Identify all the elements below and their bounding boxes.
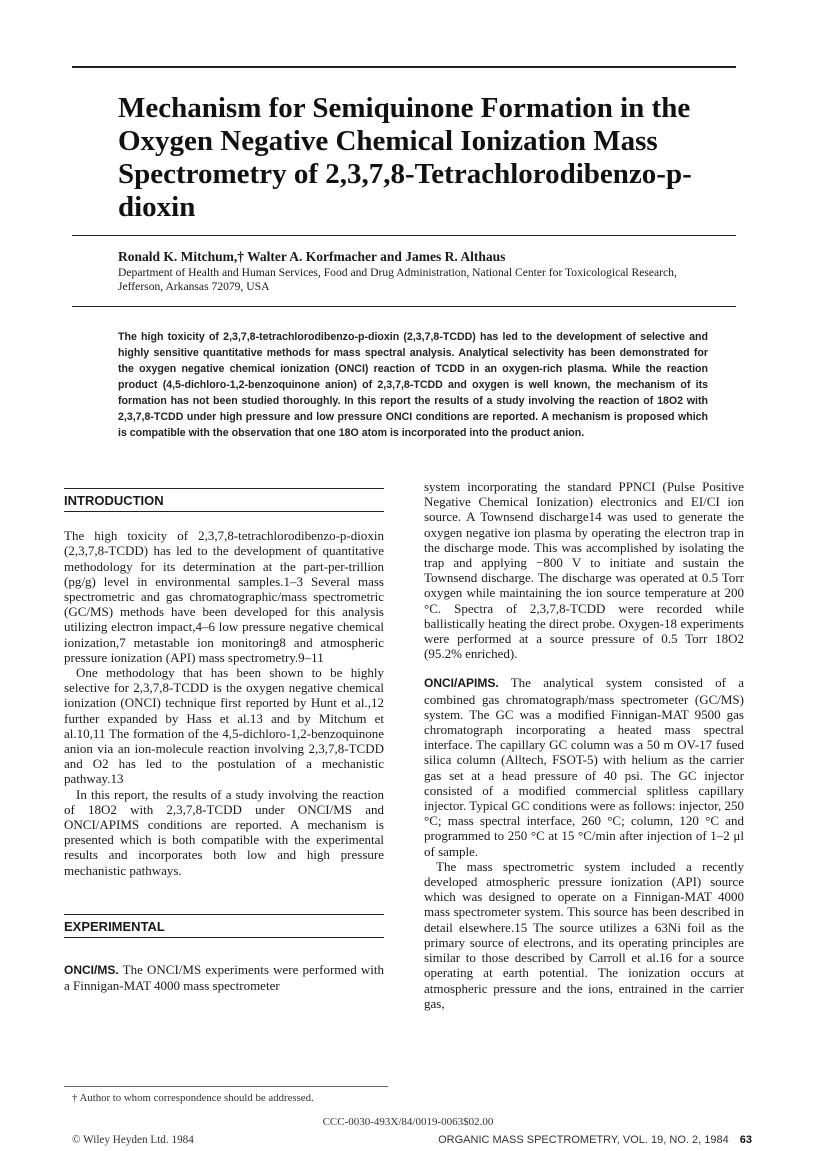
intro-paragraph-3: In this report, the results of a study involving the reaction of 18O2 with 2,3,7,8-TCDD under ONCI/MS and ONCI/APIMS conditions are reported. A mechanism is presented which is both compatible with the experimental results and incorporates both low and high pressure mechanistic pathways. (64, 786, 384, 878)
intro-paragraph-2: One methodology that has been shown to be highly selective for 2,3,7,8-TCDD is the oxygen negative chemical ionization (ONCI) technique first reported by Hunt et al.,12 further expanded by Hass et al.13 and by Mitchum et al.10,11 The formation of the 4,5-dichloro-1,2-benzoquinone anion via an ion-molecule reaction involving 2,3,7,8-TCDD and O2 has led to the postulation of a mechanistic pathway.13 (64, 665, 384, 787)
oncims-text: The ONCI/MS experiments were performed with a Finnigan-MAT 4000 mass spectrometer (64, 962, 384, 994)
article-code: CCC-0030-493X/84/0019-0063$02.00 (322, 1116, 494, 1128)
apims-text: The analytical system consisted of a combined gas chromatograph/mass spectrometer (GC/MS) system. The GC was a modified Finnigan-MAT 9500 gas chromatograph incorporating a heated mass spectral interface. The capillary GC column was a 50 m OV-17 fused silica column (Alltech, FSOT-5) with helium as the carrier gas set at a head pressure of 40 psi. The GC injector consisted of a modified commercial splitless capillary injector. Typical GC conditions were as follows: injector, 250 °C; mass spectral interface, 260 °C; column, 120 °C and programmed to 250 °C at 15 °C/min after injection of 1–2 μl of sample. (424, 675, 744, 859)
journal-footer (438, 1134, 752, 1146)
left-column (64, 488, 384, 993)
abstract: The high toxicity of 2,3,7,8-tetrachlorodibenzo-p-dioxin (2,3,7,8-TCDD) has led to the development of selective and highly sensitive quantitative methods for mass spectral analysis. Analytical selectivity has been demonstrated for the oxygen negative chemical ionization (ONCI) reaction of TCDD in an oxygen-rich plasma. While the reaction product (4,5-dichloro-1,2-benzoquinone anion) of 2,3,7,8-TCDD and oxygen is well known, the mechanism of its formation has not been studied thoroughly. In this report the results of a study involving the reaction of 18O2 with 2,3,7,8-TCDD under high pressure and low pressure ONCI conditions are reported. A mechanism is proposed which is compatible with the observation that one 18O atom is incorporated into the product anion. (118, 331, 708, 439)
affiliation-rule (72, 306, 736, 307)
article-title: Mechanism for Semiquinone Formation in the Oxygen Negative Chemical Ionization Mass Spectrometry of 2,3,7,8-Tetrachlorodibenzo-p-dioxin (118, 92, 692, 223)
page-number: 63 (739, 1134, 752, 1146)
footnote-rule (64, 1086, 388, 1087)
right-column (424, 479, 744, 1011)
oncims-paragraph (64, 962, 384, 993)
section-rule (64, 511, 384, 512)
journal-citation: ORGANIC MASS SPECTROMETRY, VOL. 19, NO. 2, 1984 (438, 1134, 729, 1146)
section-rule (64, 488, 384, 489)
copyright: © Wiley Heyden Ltd. 1984 (72, 1134, 194, 1146)
section-heading-introduction: INTRODUCTION (64, 493, 164, 508)
right-paragraph-3: The mass spectrometric system included a recently developed atmospheric pressure ionization (API) source which was designed to operate on a Finnigan-MAT 4000 mass spectrometer system. This source has been described in detail elsewhere.15 The source utilizes a 63Ni foil as the primary source of electrons, and its operating principles are similar to those described by Carroll et al.16 for a source operating at earth potential. The ionization occurs at atmospheric pressure and the ions, entrained in the carrier gas, (424, 858, 744, 1011)
section-rule (64, 937, 384, 938)
section-heading-experimental: EXPERIMENTAL (64, 918, 165, 934)
title-rule (72, 235, 736, 236)
apims-paragraph (424, 675, 744, 858)
section-rule (64, 914, 384, 915)
top-rule (72, 66, 736, 68)
footnote: † Author to whom correspondence should be addressed. (72, 1092, 314, 1104)
affiliation: Department of Health and Human Services, Food and Drug Administration, National Center for Toxicological Research, Jefferson, Arkansas 72079, USA (118, 266, 677, 293)
intro-paragraph-1: The high toxicity of 2,3,7,8-tetrachlorodibenzo-p-dioxin (2,3,7,8-TCDD) has led to the development of quantitative methodology for its determination at the part-per-trillion (pg/g) level in environmental samples.1–3 Several mass spectrometric and gas chromatographic/mass spectrometric (GC/MS) methods have been developed for this analysis utilizing electron impact,4–6 low pressure negative chemical ionization,7 metastable ion monitoring8 and atmospheric pressure ionization (API) mass spectrometry.9–11 (64, 528, 384, 665)
oncims-heading: ONCI/MS. (64, 963, 119, 978)
right-paragraph-1: system incorporating the standard PPNCI (Pulse Positive Negative Chemical Ionization) electronics and EI/CI ion source. A Townsend discharge14 was used to generate the oxygen negative ion plasma by operating the electron trap in the discharge mode. This was accomplished by isolating the trap and applying −800 V to initiate and sustain the Townsend discharge. The discharge was operated at 0.5 Torr oxygen while maintaining the ion source temperature at 200 °C. Spectra of 2,3,7,8-TCDD were recorded while ballistically heating the direct probe. Oxygen-18 experiments were performed at a source pressure of 0.5 Torr 18O2 (95.2% enriched). (424, 479, 744, 662)
apims-heading: ONCI/APIMS. (424, 676, 499, 691)
authors: Ronald K. Mitchum,† Walter A. Korfmacher and James R. Althaus (118, 249, 506, 264)
